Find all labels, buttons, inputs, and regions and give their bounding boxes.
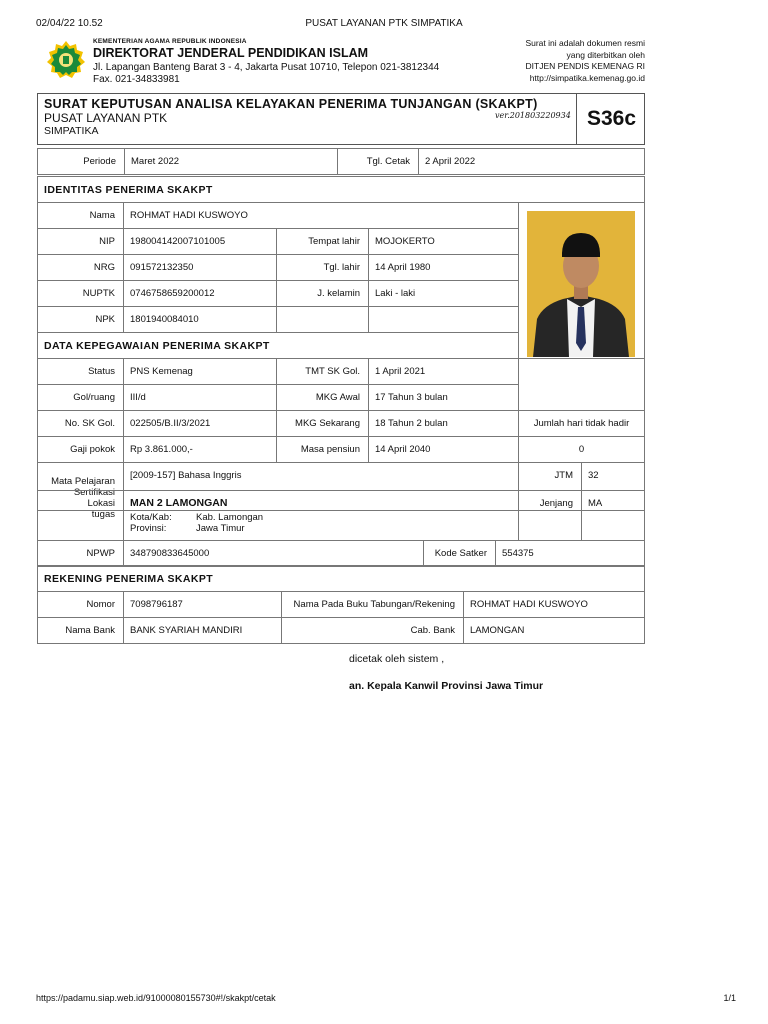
recipient-photo	[527, 211, 635, 357]
nip-value: 198004142007101005	[124, 229, 277, 255]
jenjang-value: MA	[582, 491, 645, 541]
branch-value: LAMONGAN	[464, 618, 645, 644]
kota-label: Kota/Kab:	[130, 512, 172, 523]
directorate-name: DIREKTORAT JENDERAL PENDIDIKAN ISLAM	[93, 46, 369, 60]
mkg-sekarang-value: 18 Tahun 2 bulan	[369, 411, 519, 437]
jenis-kelamin-value: Laki - laki	[369, 281, 519, 307]
location-table	[37, 490, 645, 541]
period-label: Periode	[38, 149, 125, 175]
account-holder-label: Nama Pada Buku Tabungan/Rekening	[282, 592, 464, 618]
nuptk-value: 0746758659200012	[124, 281, 277, 307]
official-note-link[interactable]: http://simpatika.kemenag.go.id	[529, 72, 645, 83]
npwp-table	[37, 540, 645, 567]
mapel-value: [2009-157] Bahasa Inggris	[124, 463, 519, 511]
fax: Fax. 021-34833981	[93, 74, 180, 85]
tgl-lahir-value: 14 April 1980	[369, 255, 519, 281]
empty-cell	[369, 307, 519, 333]
provinsi-value: Jawa Timur	[196, 523, 245, 534]
official-note-line: DITJEN PENDIS KEMENAG RI	[525, 61, 645, 71]
nrg-label: NRG	[38, 255, 124, 281]
bank-table	[37, 565, 645, 644]
document-subtitle: PUSAT LAYANAN PTK	[44, 111, 168, 125]
jenjang-label: Jenjang	[519, 491, 582, 541]
mkg-sekarang-label: MKG Sekarang	[277, 411, 369, 437]
address: Jl. Lapangan Banteng Barat 3 - 4, Jakarta Pusat 10710, Telepon 021-3812344	[93, 62, 440, 73]
person-photo-icon	[527, 211, 635, 357]
period-value: Maret 2022	[125, 149, 338, 175]
official-note	[0, 38, 645, 84]
school-name: MAN 2 LAMONGAN	[130, 497, 228, 509]
gaji-pokok-label: Gaji pokok	[38, 437, 124, 463]
print-datetime: 02/04/22 10.52	[36, 18, 103, 29]
nuptk-label: NUPTK	[38, 281, 124, 307]
gaji-pokok-value: Rp 3.861.000,-	[124, 437, 277, 463]
period-table	[37, 148, 645, 175]
npk-label: NPK	[38, 307, 124, 333]
signing-authority: an. Kepala Kanwil Provinsi Jawa Timur	[349, 680, 544, 692]
document-title: SURAT KEPUTUSAN ANALISA KELAYAKAN PENERIMA TUNJANGAN (SKAKPT)	[44, 97, 538, 111]
title-box	[37, 93, 645, 145]
tmt-value: 1 April 2021	[369, 359, 519, 385]
absent-days-label: Jumlah hari tidak hadir	[519, 411, 645, 437]
ministry-name: KEMENTERIAN AGAMA REPUBLIK INDONESIA	[93, 38, 247, 45]
status-label: Status	[38, 359, 124, 385]
footer-url[interactable]: https://padamu.siap.web.id/91000080155730#!/skakpt/cetak	[36, 993, 276, 1003]
provinsi-label: Provinsi:	[130, 523, 167, 534]
nomor-rekening-value: 7098796187	[124, 592, 282, 618]
nomor-rekening-label: Nomor	[38, 592, 124, 618]
mapel-label-line: Sertifikasi	[73, 486, 115, 498]
masa-pensiun-label: Masa pensiun	[277, 437, 369, 463]
print-page-title: PUSAT LAYANAN PTK SIMPATIKA	[305, 18, 463, 29]
identity-section-title: IDENTITAS PENERIMA SKAKPT	[38, 177, 645, 203]
lokasi-label-line: Lokasi	[87, 498, 115, 509]
status-value: PNS Kemenag	[124, 359, 277, 385]
lokasi-value	[124, 491, 519, 541]
employment-section-title: DATA KEPEGAWAIAN PENERIMA SKAKPT	[38, 333, 519, 359]
tmt-label: TMT SK Gol.	[277, 359, 369, 385]
npk-value: 1801940084010	[124, 307, 277, 333]
nrg-value: 091572132350	[124, 255, 277, 281]
system-name: SIMPATIKA	[44, 125, 99, 137]
tempat-lahir-label: Tempat lahir	[277, 229, 369, 255]
kode-satker-label: Kode Satker	[424, 541, 496, 567]
npwp-value: 348790833645000	[124, 541, 424, 567]
bank-name-value: BANK SYARIAH MANDIRI	[124, 618, 282, 644]
gol-label: Gol/ruang	[38, 385, 124, 411]
jtm-label: JTM	[519, 463, 582, 511]
account-holder-value: ROHMAT HADI KUSWOYO	[464, 592, 645, 618]
document-code: S36c	[576, 94, 646, 144]
print-date-value: 2 April 2022	[419, 149, 645, 175]
nip-label: NIP	[38, 229, 124, 255]
bank-section-title: REKENING PENERIMA SKAKPT	[38, 566, 645, 592]
empty-cell	[519, 359, 645, 411]
nama-label: Nama	[38, 203, 124, 229]
official-note-line: Surat ini adalah dokumen resmi	[525, 38, 645, 48]
printed-by-system: dicetak oleh sistem ,	[349, 653, 445, 665]
mapel-label-line: Mata Pelajaran	[51, 475, 115, 487]
tgl-lahir-label: Tgl. lahir	[277, 255, 369, 281]
tempat-lahir-value: MOJOKERTO	[369, 229, 519, 255]
kode-satker-value: 554375	[496, 541, 645, 567]
npwp-label: NPWP	[38, 541, 124, 567]
branch-label: Cab. Bank	[282, 618, 464, 644]
jenis-kelamin-label: J. kelamin	[277, 281, 369, 307]
gol-value: III/d	[124, 385, 277, 411]
mkg-awal-label: MKG Awal	[277, 385, 369, 411]
jtm-value: 32	[582, 463, 645, 511]
absent-days-value: 0	[519, 437, 645, 463]
version-label: ver.201803220934	[495, 111, 571, 120]
empty-cell	[277, 307, 369, 333]
lokasi-label	[38, 491, 124, 541]
kota-value: Kab. Lamongan	[196, 512, 264, 523]
lokasi-label-line: tugas	[91, 509, 115, 520]
bank-name-label: Nama Bank	[38, 618, 124, 644]
mkg-awal-value: 17 Tahun 3 bulan	[369, 385, 519, 411]
footer-page-number: 1/1	[723, 993, 736, 1003]
sk-gol-label: No. SK Gol.	[38, 411, 124, 437]
sk-gol-value: 022505/B.II/3/2021	[124, 411, 277, 437]
masa-pensiun-value: 14 April 2040	[369, 437, 519, 463]
print-date-label: Tgl. Cetak	[338, 149, 419, 175]
official-note-line: yang diterbitkan oleh	[566, 49, 645, 60]
nama-value: ROHMAT HADI KUSWOYO	[124, 203, 519, 229]
